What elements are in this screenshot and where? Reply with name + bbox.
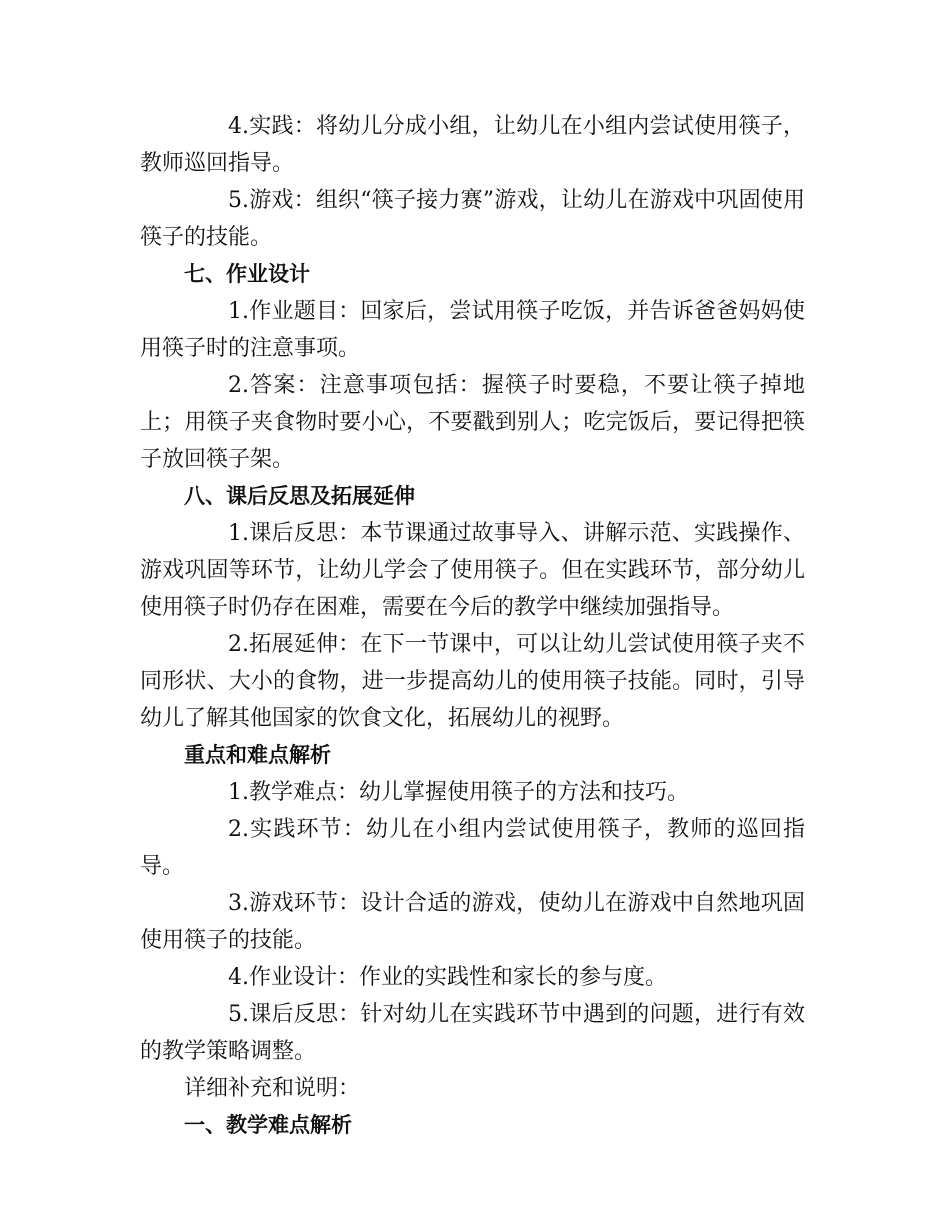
homework-item: 2.答案：注意事项包括：握筷子时要稳，不要让筷子掉地上；用筷子夹食物时要小心，不要戳到别人；吃完饭后，要记得把筷子放回筷子架。 xyxy=(140,373,805,472)
key-points-heading: 重点和难点解析 xyxy=(184,743,331,767)
document-body xyxy=(140,108,805,1144)
section-one-heading: 一、教学难点解析 xyxy=(184,1113,352,1137)
key-point-item: 4.作业设计：作业的实践性和家长的参与度。 xyxy=(228,965,668,990)
supplement-intro: 详细补充和说明： xyxy=(184,1076,361,1101)
key-point-item: 3.游戏环节：设计合适的游戏，使幼儿在游戏中自然地巩固使用筷子的技能。 xyxy=(140,891,805,953)
game-item: 5.游戏：组织“筷子接力赛”游戏，让幼儿在游戏中巩固使用筷子的技能。 xyxy=(140,188,805,250)
key-point-item: 2.实践环节：幼儿在小组内尝试使用筷子，教师的巡回指导。 xyxy=(140,817,805,879)
homework-item: 1.作业题目：回家后，尝试用筷子吃饭，并告诉爸爸妈妈使用筷子时的注意事项。 xyxy=(140,299,805,361)
key-point-item: 1.教学难点：幼儿掌握使用筷子的方法和技巧。 xyxy=(228,780,690,805)
reflection-item: 2.拓展延伸：在下一节课中，可以让幼儿尝试使用筷子夹不同形状、大小的食物，进一步提高幼儿的使用筷子技能。同时，引导幼儿了解其他国家的饮食文化，拓展幼儿的视野。 xyxy=(140,632,805,731)
key-point-item: 5.课后反思：针对幼儿在实践环节中遇到的问题，进行有效的教学策略调整。 xyxy=(140,1002,805,1064)
homework-heading: 七、作业设计 xyxy=(184,262,310,286)
reflection-item: 1.课后反思：本节课通过故事导入、讲解示范、实践操作、游戏巩固等环节，让幼儿学会了使用筷子。但在实践环节，部分幼儿使用筷子时仍存在困难，需要在今后的教学中继续加强指导。 xyxy=(140,521,805,620)
practice-item: 4.实践：将幼儿分成小组，让幼儿在小组内尝试使用筷子，教师巡回指导。 xyxy=(140,114,805,176)
reflection-heading: 八、课后反思及拓展延伸 xyxy=(184,484,415,508)
